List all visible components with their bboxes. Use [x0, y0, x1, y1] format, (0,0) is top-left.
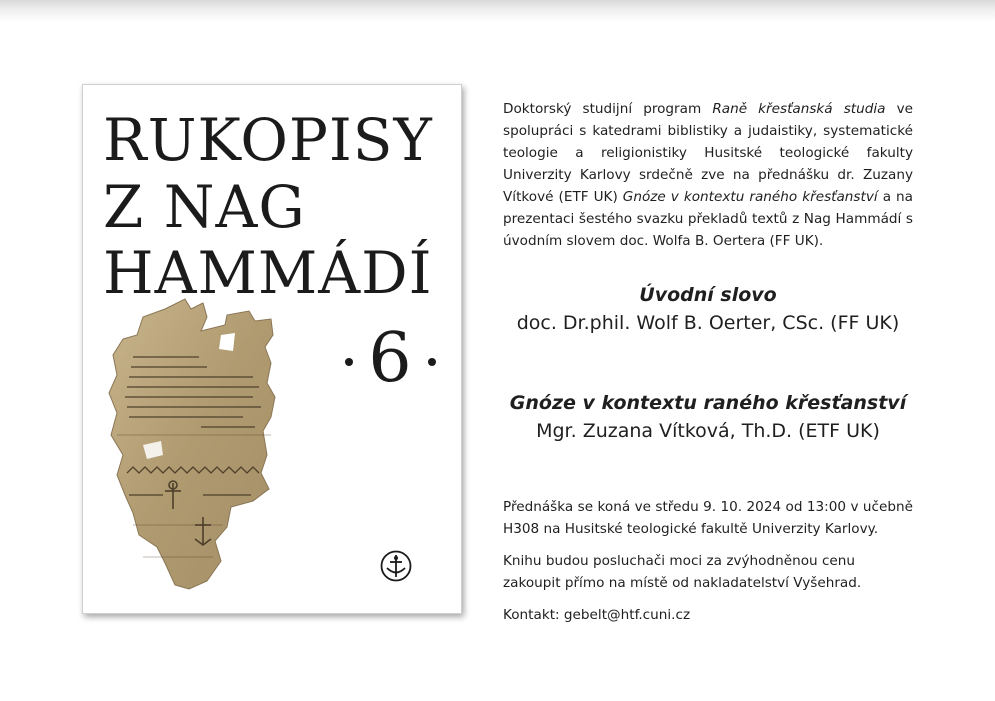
- lecture-title: Gnóze v kontextu raného křesťanství: [509, 392, 907, 414]
- intro-word-title: Úvodní slovo: [639, 284, 777, 306]
- publisher-logo-icon: [380, 550, 412, 582]
- lecture-title-inline: Gnóze v kontextu raného křesťanství: [622, 188, 878, 205]
- volume-dot-right: [428, 358, 436, 366]
- top-shadow: [0, 0, 995, 22]
- papyrus-fragment-image: [103, 295, 293, 600]
- intro-word-section: [503, 281, 913, 337]
- intro-text-part-1: Doktorský studijní program: [503, 100, 713, 117]
- book-cover: [82, 84, 462, 614]
- cover-title: [103, 107, 433, 307]
- volume-number: 6: [368, 319, 412, 398]
- intro-text-part-3: a na prezentaci šestého svazku překladů textů z Nag Hammádí s úvodním slovem doc. Wolfa B. Oertera (FF UK).: [503, 188, 914, 249]
- lecture-speaker: Mgr. Zuzana Vítková, Th.D. (ETF UK): [536, 420, 880, 442]
- intro-word-speaker: doc. Dr.phil. Wolf B. Oerter, CSc. (FF UK): [516, 312, 900, 334]
- purchase-paragraph: Knihu budou posluchači moci za zvýhodněnou cenu zakoupit přímo na místě od nakladatelství Vyšehrad.: [503, 552, 862, 591]
- cover-title-line-2: Z NAG: [103, 172, 306, 241]
- contact-line: Kontakt: gebelt@htf.cuni.cz: [503, 606, 691, 623]
- cover-title-line-3: HAMMÁDÍ: [103, 239, 433, 308]
- intro-paragraph: [503, 98, 913, 252]
- intro-text-part-2: ve spolupráci s katedrami biblistiky a judaistiky, systematické teologie a religionistiky Husitské teologické fakulty Univerzity Karlovy srdečně zve na přednášku dr. Zuzany Vítkové (ETF UK): [503, 100, 913, 205]
- venue-paragraph: Přednáška se koná ve středu 9. 10. 2024 od 13:00 v učebně H308 na Husitské teologické fakultě Univerzity Karlovy.: [503, 498, 913, 537]
- lecture-section: [503, 389, 913, 445]
- program-name: Raně křesťanská studia: [712, 100, 886, 117]
- cover-title-line-1: RUKOPISY: [103, 106, 433, 174]
